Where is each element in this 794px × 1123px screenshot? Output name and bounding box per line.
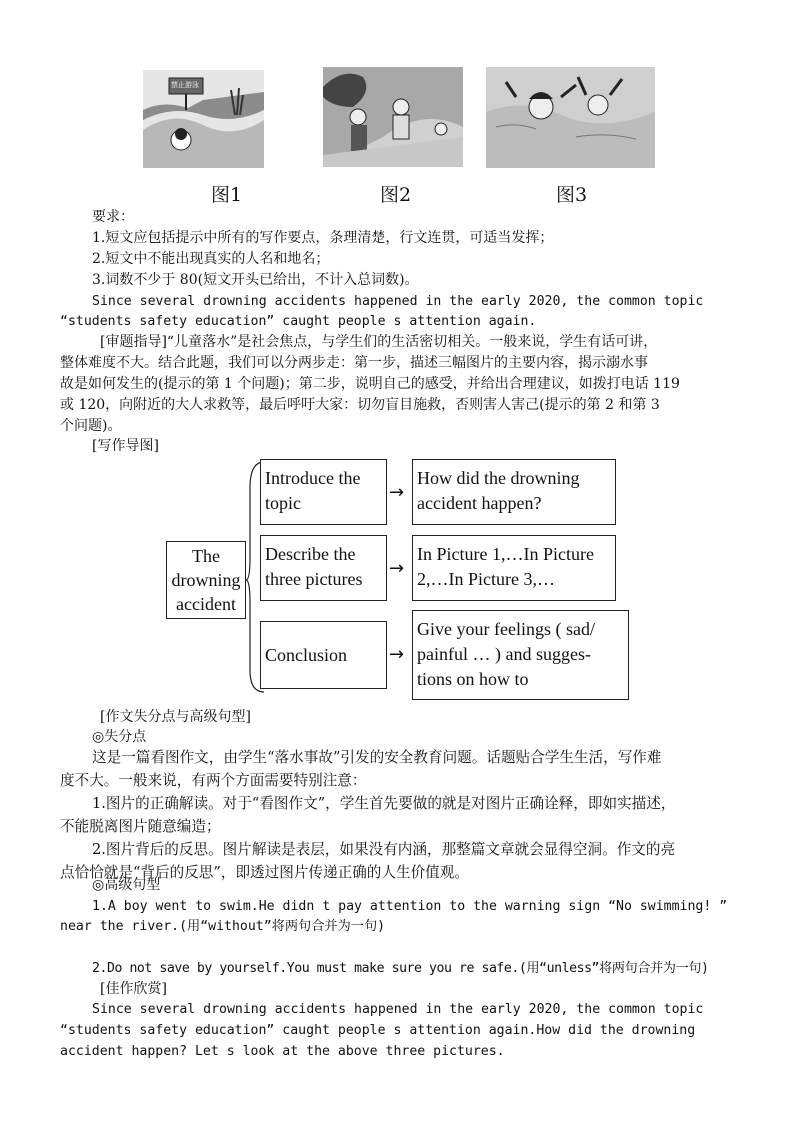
figure-1-caption: 图1	[211, 184, 243, 206]
analysis-p1-line-2: 度不大。一般来说，有两个方面需要特别注意：	[60, 772, 367, 789]
mindmap-branch-2-left-line-2: three pictures	[265, 569, 363, 589]
analysis-p2-line-1: 1.图片的正确解读。对于“看图作文”，学生首先要做的就是对图片正确诠释，即如实描述，	[92, 795, 676, 812]
model-line-1: Since several drowning accidents happened in the early 2020, the common topic	[92, 1002, 704, 1017]
mindmap-root-line-3: accident	[176, 594, 236, 614]
figure-2	[323, 67, 463, 167]
guide-line-5: 个问题)。	[60, 418, 122, 434]
guide-line-1: [审题指导]“儿童落水”是社会焦点，与学生们的生活密切相关。一般来说，学生有话可讲，	[100, 334, 658, 350]
mindmap-branch-3-right	[412, 610, 629, 700]
requirement-item-2: 2.短文中不能出现真实的人名和地名；	[92, 251, 330, 267]
figure-3-caption: 图3	[556, 184, 588, 206]
mindmap-branch-1-left	[260, 459, 387, 525]
mindmap-branch-2-right-line-2: 2,…In Picture 3,…	[417, 569, 555, 589]
mindmap-branch-3-left	[260, 621, 387, 689]
requirement-item-3: 3.词数不少于 80(短文开头已给出，不计入总词数)。	[92, 272, 419, 288]
model-line-2: “students safety education” caught people s attention again.How did the drowning	[60, 1023, 696, 1038]
opening-line-2: “students safety education” caught people s attention again.	[60, 314, 537, 329]
mindmap-branch-1-right-line-2: accident happen?	[417, 493, 542, 513]
requirements-heading: 要求：	[92, 209, 134, 225]
guide-line-4: 或 120，向附近的大人求救等，最后呼吁大家：切勿盲目施救，否则害人害己(提示的第 2 和第 3	[60, 397, 660, 413]
mindmap-root-line-2: drowning	[171, 570, 241, 590]
sentence-1-line-2: near the river.(用“without”将两句合并为一句)	[60, 919, 386, 934]
mindmap-branch-2-left-line-1: Describe the	[265, 544, 356, 564]
mindmap-branch-3-right-line-3: tions on how to	[417, 669, 529, 689]
figure-1	[143, 70, 264, 168]
guide-line-2: 整体难度不大。结合此题，我们可以分两步走：第一步，描述三幅图片的主要内容，揭示溺水事	[60, 355, 648, 371]
mindmap-arrow-2: →	[389, 558, 405, 579]
guide-line-3: 故是如何发生的(提示的第 1 个问题)；第二步，说明自己的感受，并给出合理建议，如拨打电话 119	[60, 376, 680, 392]
mindmap-root-box	[166, 541, 246, 619]
mindmap-root-line-1: The	[192, 546, 220, 566]
mindmap-branch-1-right-line-1: How did the drowning	[417, 468, 580, 488]
sentence-2: 2.Do not save by yourself.You must make sure you re safe.(用“unless”将两句合并为一句)	[92, 961, 709, 976]
model-heading: [佳作欣赏]	[100, 981, 167, 997]
figure-3	[486, 67, 655, 168]
mindmap-branch-2-right-line-1: In Picture 1,…In Picture	[417, 544, 594, 564]
analysis-subheading-1: ◎失分点	[92, 729, 147, 745]
mindmap-branch-2-left	[260, 535, 387, 601]
figure-2-illustration	[323, 67, 463, 167]
mindmap-branch-1-left-line-2: topic	[265, 493, 301, 513]
analysis-p3-line-2: 点恰恰就是“背后的反思”，即透过图片传递正确的人生价值观。	[60, 864, 469, 881]
mindmap-branch-3-right-line-2: painful … ) and sugges-	[417, 644, 591, 664]
mindmap-branch-1-right	[412, 459, 616, 525]
analysis-subheading-2: ◎高级句型	[92, 877, 161, 893]
figure-1-sign-text: 禁止游泳	[171, 81, 199, 89]
mindmap-arrow-1: →	[389, 482, 405, 503]
mindmap-branch-3-right-line-1: Give your feelings ( sad/	[417, 619, 595, 639]
model-line-3: accident happen? Let s look at the above three pictures.	[60, 1044, 505, 1059]
figure-2-caption: 图2	[380, 184, 412, 206]
sentence-1-line-1: 1.A boy went to swim.He didn t pay attention to the warning sign “No swimming! ”	[92, 899, 728, 914]
analysis-heading: [作文失分点与高级句型]	[100, 709, 251, 725]
figure-3-illustration	[486, 67, 655, 168]
figure-1-illustration	[143, 70, 264, 168]
analysis-p2-line-2: 不能脱离图片随意编造；	[60, 818, 221, 835]
mindmap-arrow-3: →	[389, 644, 405, 665]
analysis-p3-line-1: 2.图片背后的反思。图片解读是表层，如果没有内涵，那整篇文章就会显得空洞。作文的亮	[92, 841, 676, 858]
mindmap-heading: [写作导图]	[92, 438, 159, 454]
mindmap-branch-2-right	[412, 535, 616, 601]
mindmap-branch-3-left-line-1: Conclusion	[265, 645, 348, 665]
analysis-p1-line-1: 这是一篇看图作文，由学生“落水事故”引发的安全教育问题。话题贴合学生生活，写作难	[92, 749, 662, 766]
requirement-item-1: 1.短文应包括提示中所有的写作要点，条理清楚，行文连贯，可适当发挥；	[92, 230, 554, 246]
opening-line-1: Since several drowning accidents happened in the early 2020, the common topic	[92, 294, 704, 309]
mindmap-branch-1-left-line-1: Introduce the	[265, 468, 361, 488]
